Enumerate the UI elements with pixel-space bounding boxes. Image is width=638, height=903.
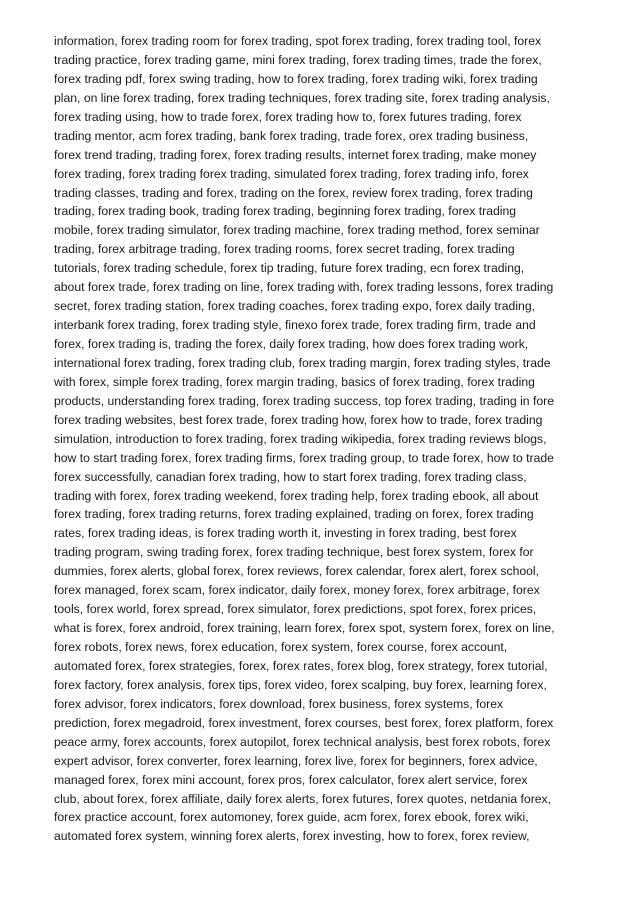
- text-line: secret, forex trading station, forex trading coaches, forex trading expo, forex daily trading,: [54, 299, 535, 314]
- text-line: trading classes, trading and forex, trading on the forex, review forex trading, forex trading: [54, 185, 533, 200]
- text-line: what is forex, forex android, forex training, learn forex, forex spot, system forex, forex on line,: [54, 621, 555, 636]
- text-line: automated forex system, winning forex alerts, forex investing, how to forex, forex review,: [54, 829, 530, 844]
- text-line: forex advisor, forex indicators, forex download, forex business, forex systems, forex: [54, 696, 504, 711]
- text-line: simulation, introduction to forex trading, forex trading wikipedia, forex trading reviews blogs,: [54, 431, 547, 446]
- text-line: trading mentor, acm forex trading, bank forex trading, trade forex, orex trading business,: [54, 128, 529, 143]
- text-line: forex trend trading, trading forex, forex trading results, internet forex trading, make money: [54, 147, 537, 162]
- text-line: mobile, forex trading simulator, forex trading machine, forex trading method, forex seminar: [54, 223, 540, 238]
- body-text: [54, 32, 594, 846]
- text-line: forex robots, forex news, forex education, forex system, forex course, forex account,: [54, 640, 508, 654]
- text-line: expert advisor, forex converter, forex learning, forex live, forex for beginners, forex advice,: [54, 753, 538, 768]
- text-line: forex trading websites, best forex trade, forex trading how, forex how to trade, forex trading: [54, 412, 543, 427]
- text-line: forex trading using, how to trade forex, forex trading how to, forex futures trading, forex: [54, 109, 522, 124]
- text-line: automated forex, forex strategies, forex, forex rates, forex blog, forex strategy, forex tutorial,: [54, 658, 548, 673]
- text-line: forex trading pdf, forex swing trading, how to forex trading, forex trading wiki, forex trading: [54, 71, 538, 86]
- text-line: trading, forex trading book, trading forex trading, beginning forex trading, forex trading: [54, 204, 517, 219]
- text-line: information, forex trading room for forex trading, spot forex trading, forex trading tool, forex: [54, 34, 542, 48]
- text-line: trading with forex, forex trading weekend, forex trading help, forex trading ebook, all about: [54, 488, 539, 503]
- text-line: forex successfully, canadian forex trading, how to start forex trading, forex trading class,: [54, 469, 527, 484]
- text-line: forex trading, forex trading forex trading, simulated forex trading, forex trading info, forex: [54, 166, 529, 181]
- text-line: international forex trading, forex trading club, forex trading margin, forex trading styles, trade: [54, 355, 551, 370]
- text-line: peace army, forex accounts, forex autopilot, forex technical analysis, best forex robots, forex: [54, 734, 551, 749]
- text-line: club, about forex, forex affiliate, daily forex alerts, forex futures, forex quotes, netdania forex,: [54, 791, 552, 806]
- text-line: forex practice account, forex automoney, forex guide, acm forex, forex ebook, forex wiki,: [54, 810, 529, 825]
- text-line: forex trading, forex trading returns, forex trading explained, trading on forex, forex trading: [54, 507, 534, 522]
- text-line: with forex, simple forex trading, forex margin trading, basics of forex trading, forex trading: [54, 374, 535, 389]
- text-line: tools, forex world, forex spread, forex simulator, forex predictions, spot forex, forex prices,: [54, 602, 537, 617]
- text-line: plan, on line forex trading, forex trading techniques, forex trading site, forex trading analysis,: [54, 90, 550, 105]
- text-line: prediction, forex megadroid, forex investment, forex courses, best forex, forex platform, forex: [54, 715, 554, 730]
- text-line: trading, forex arbitrage trading, forex trading rooms, forex secret trading, forex trading: [54, 242, 515, 257]
- text-line: about forex trade, forex trading on line, forex trading with, forex trading lessons, forex trading: [54, 280, 554, 295]
- text-line: interbank forex trading, forex trading style, finexo forex trade, forex trading firm, trade and: [54, 318, 536, 333]
- text-line: how to start trading forex, forex trading firms, forex trading group, to trade forex, how to trade: [54, 450, 554, 465]
- text-line: products, understanding forex trading, forex trading success, top forex trading, trading in fore: [54, 393, 554, 408]
- text-line: tutorials, forex trading schedule, forex tip trading, future forex trading, ecn forex trading,: [54, 261, 525, 276]
- text-line: trading practice, forex trading game, mini forex trading, forex trading times, trade the forex,: [54, 52, 542, 67]
- text-line: forex, forex trading is, trading the forex, daily forex trading, how does forex trading work,: [54, 337, 529, 351]
- text-line: forex factory, forex analysis, forex tips, forex video, forex scalping, buy forex, learning forex,: [54, 677, 547, 692]
- text-line: dummies, forex alerts, global forex, forex reviews, forex calendar, forex alert, forex school,: [54, 564, 539, 579]
- text-line: managed forex, forex mini account, forex pros, forex calculator, forex alert service, forex: [54, 772, 528, 787]
- text-line: rates, forex trading ideas, is forex trading worth it, investing in forex trading, best forex: [54, 526, 517, 541]
- text-line: trading program, swing trading forex, forex trading technique, best forex system, forex for: [54, 545, 534, 560]
- text-line: forex managed, forex scam, forex indicator, daily forex, money forex, forex arbitrage, forex: [54, 583, 540, 598]
